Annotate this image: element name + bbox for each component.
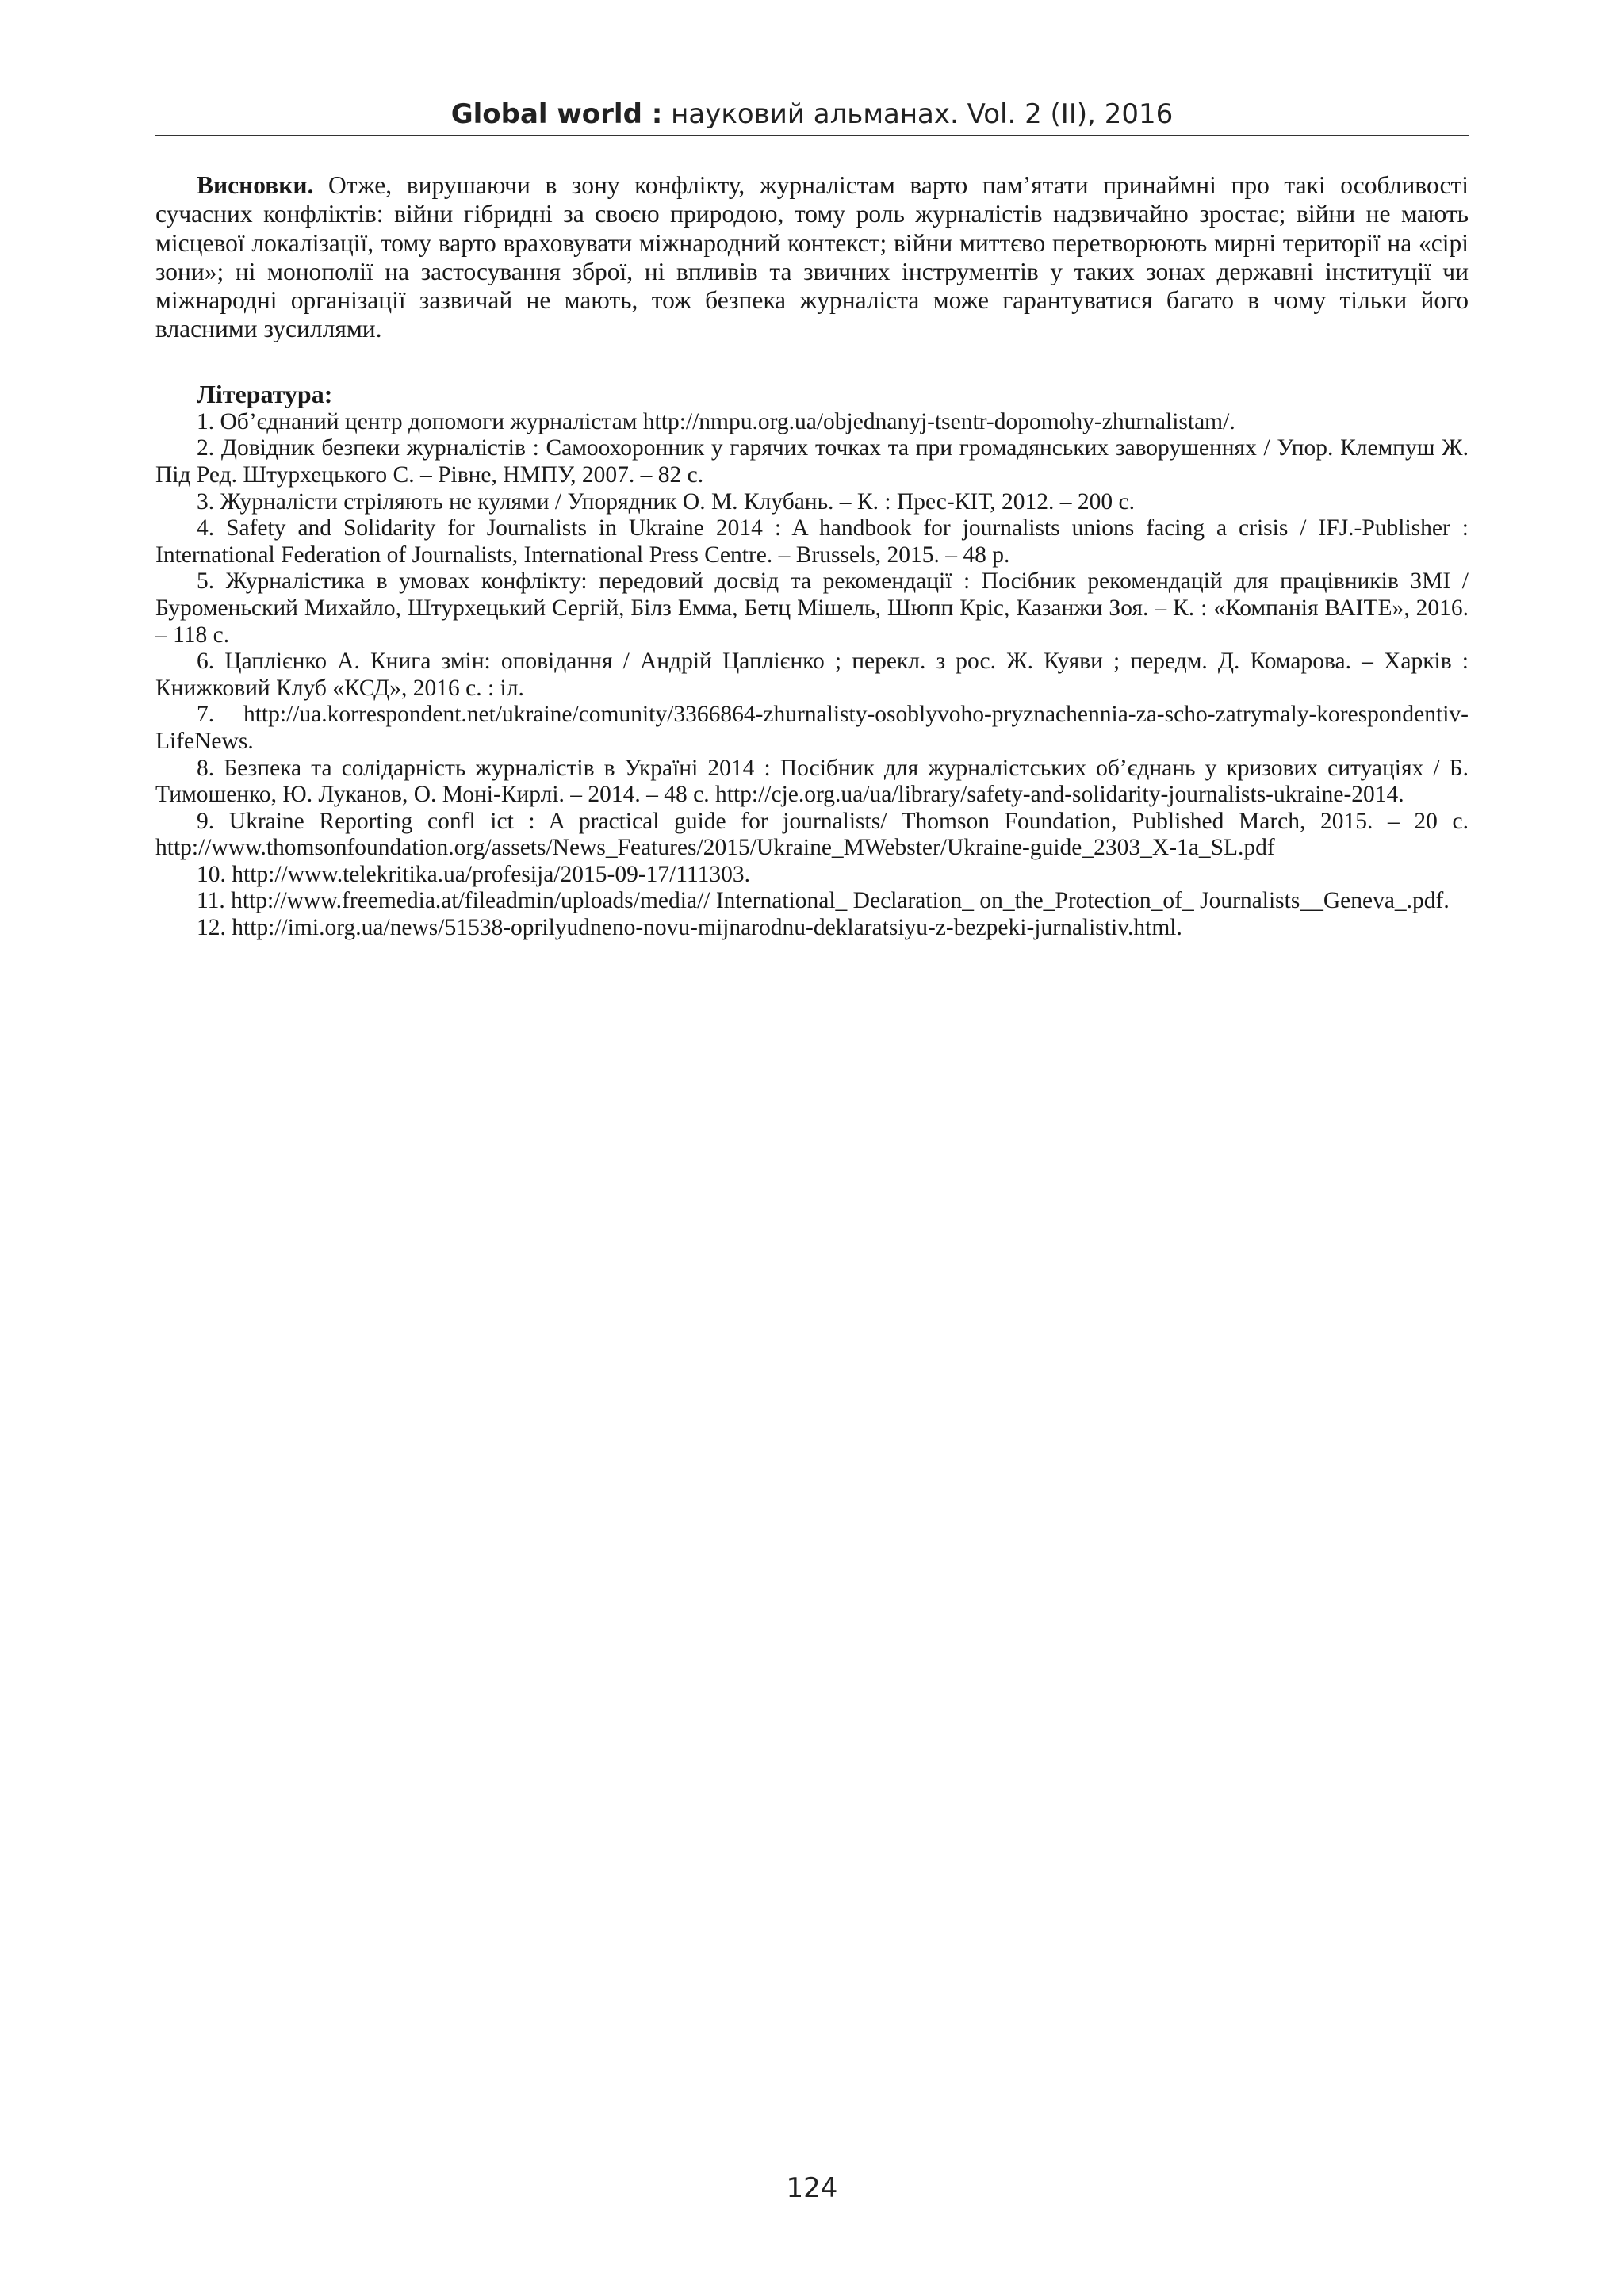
conclusions-lead: Висновки. <box>197 171 314 199</box>
reference-item: 8. Безпека та солідарність журналістів в Україні 2014 : Посібник для журналістських об’єднань у кризових ситуаціях / Б. Тимошенко, Ю. Луканов, О. Моні-Кирлі. – 2014. – 48 с. http://cje.org.ua/ua/library/safety-and-solidarity-journalists-ukraine-2014. <box>155 755 1469 808</box>
conclusions-paragraph <box>155 171 1469 344</box>
page-number: 124 <box>786 2172 838 2204</box>
reference-item: 1. Об’єднаний центр допомоги журналістам http://nmpu.org.ua/objednanyj-tsentr-dopomohy-zhurnalistam/. <box>197 408 1235 434</box>
reference-list <box>155 409 1469 942</box>
reference-item: 2. Довідник безпеки журналістів : Самоохоронник у гарячих точках та при громадянських заворушеннях / Упор. Клемпуш Ж. Під Ред. Штурхецького С. – Рівне, НМПУ, 2007. – 82 с. <box>155 435 1469 488</box>
journal-volume: науковий альманах. Vol. 2 (II), 2016 <box>662 98 1174 130</box>
reference-item: 9. Ukraine Reporting confl ict : A practical guide for journalists/ Thomson Foundation, Published March, 2015. – 20 с. http://www.thomsonfoundation.org/assets/News_Features/2015/Ukraine_MWebster/Ukraine-guide_2303_X-1a_SL.pdf <box>155 808 1469 861</box>
journal-title: Global world : <box>450 98 663 130</box>
literature-heading: Література: <box>197 379 333 408</box>
reference-item: 5. Журналістика в умовах конфлікту: передовий досвід та рекомендації : Посібник рекомендацій для працівників ЗМІ / Буроменьский Михайло, Штурхецький Сергій, Білз Емма, Бетц Мішель, Шюпп Кріс, Казанжи Зоя. – К. : «Компанія ВАІТЕ», 2016. – 118 с. <box>155 568 1469 648</box>
reference-item: 6. Цаплієнко А. Книга змін: оповідання / Андрій Цаплієнко ; перекл. з рос. Ж. Куяви ; передм. Д. Комарова. – Харків : Книжковий Клуб «КСД», 2016 с. : іл. <box>155 649 1469 701</box>
conclusions-text: Отже, вирушаючи в зону конфлікту, журналістам варто пам’ятати принаймні про такі особливості сучасних конфліктів: війни гібридні за своєю природою, тому роль журналістів надзвичайно зростає; війни не мають місцевої локалізації, тому варто враховувати міжнародний контекст; війни миттєво перетворюють мирні території на «сірі зони»; ні монополії на застосування зброї, ні впливів та звичних інструментів у таких зонах державні інституції чи міжнародні організації зазвичай не мають, тож безпека журналіста може гарантуватися багато в чому тільки його власними зусиллями. <box>155 171 1469 343</box>
reference-item: 7. http://ua.korrespondent.net/ukraine/comunity/3366864-zhurnalisty-osoblyvoho-pryznachennia-za-scho-zatrymaly-korespondentiv-LifeNews. <box>155 702 1469 754</box>
article-body <box>155 171 1469 942</box>
header-rule <box>155 135 1469 136</box>
reference-item: 4. Safety and Solidarity for Journalists in Ukraine 2014 : A handbook for journalists unions facing a crisis / IFJ.-Publisher : International Federation of Journalists, International Press Centre. – Brussels, 2015. – 48 p. <box>155 515 1469 568</box>
reference-item: 3. Журналісти стріляють не кулями / Упорядник О. М. Клубань. – К. : Прес-КІТ, 2012. – 200 с. <box>197 488 1135 515</box>
reference-item: 11. http://www.freemedia.at/fileadmin/uploads/media// International_ Declaration_ on_the_Protection_of_ Journalists__Geneva_.pdf. <box>197 888 1450 914</box>
reference-item: 10. http://www.telekritika.ua/profesija/2015-09-17/111303. <box>197 861 751 887</box>
running-header <box>155 97 1469 132</box>
reference-item: 12. http://imi.org.ua/news/51538-oprilyudneno-novu-mijnarodnu-deklaratsiyu-z-bezpeki-jurnalistiv.html. <box>197 915 1182 941</box>
